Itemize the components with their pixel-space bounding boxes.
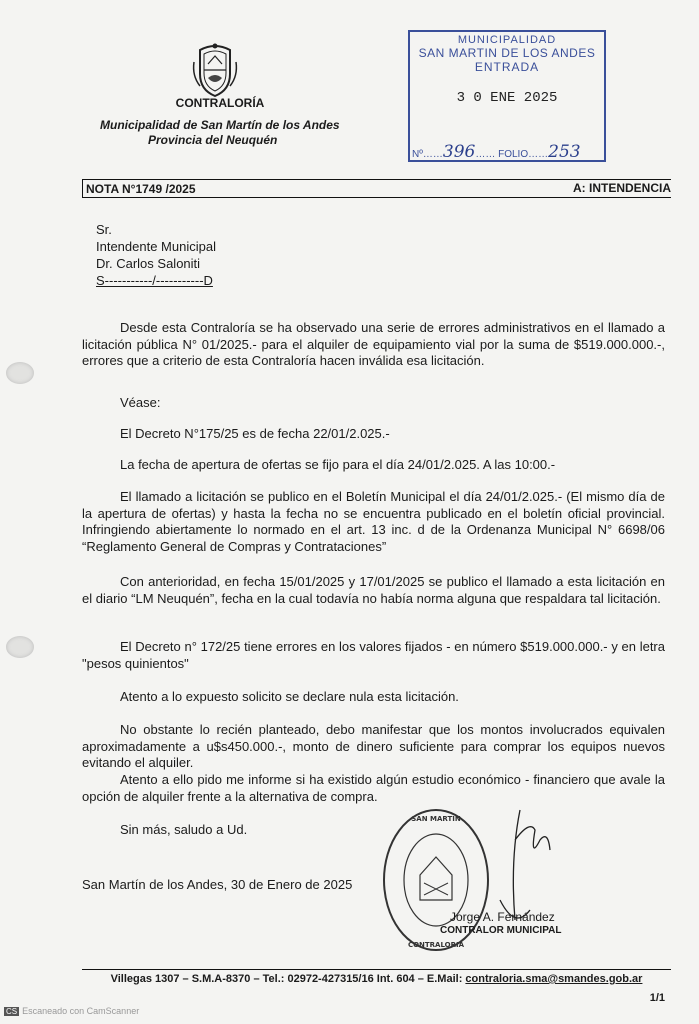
camscanner-icon: CS [6, 1007, 18, 1016]
body-paragraph: No obstante lo recién planteado, debo manifestar que los montos involucrados equivalen aproximadamente a u$s450.000.-, monto de dinero suficiente para comprar los equipos nuevos evitando el alquiler. [82, 722, 665, 770]
coat-of-arms-logo [190, 42, 240, 98]
body-paragraph: Atento a ello pido me informe si ha existido algún estudio económico - financiero que avale la opción de alquiler frente a la alternativa de compra. [82, 772, 665, 804]
footer-email-link[interactable]: contraloria.sma@smandes.gob.ar [465, 973, 643, 985]
body-paragraph: El llamado a licitación se publico en el Boletín Municipal el día 24/01/2.025.- (El mismo día de la apertura de ofertas) y hasta la fecha no se encuentra publicado en el boletín oficial provincial. Infringiendo abiertamente lo normado en el art. 13 inc. d de la Ordenanza Municipal N° 6698/06 “Reglamento General de Compras y Contrataciones” [82, 489, 665, 554]
nota-bar [82, 179, 671, 198]
scanner-watermark [4, 1006, 139, 1016]
stamp-line3: ENTRADA [474, 60, 540, 74]
body-paragraph: Desde esta Contraloría se ha observado una serie de errores administrativos en el llamado a licitación pública N° 01/2025.- para el alquiler de equipamiento vial por la suma de $519.000.000.-, errores que a criterio de esta Contraloría hacen inválida esa licitación. [82, 320, 665, 368]
signer-title: CONTRALOR MUNICIPAL [440, 925, 562, 936]
stamp-folio-value: 253 [548, 142, 581, 162]
entry-stamp [408, 30, 606, 162]
punch-hole [6, 636, 34, 658]
scanner-text: Escaneado con CamScanner [22, 1006, 140, 1016]
footer-contact [82, 969, 671, 985]
addressee-name: Dr. Carlos Saloniti [96, 256, 201, 271]
nota-number: NOTA N°1749 /2025 [86, 182, 196, 196]
svg-text:CONTRALORIA: CONTRALORIA [407, 941, 465, 949]
stamp-line1: MUNICIPALIDAD [457, 34, 557, 46]
stamp-number-row: Nº……396…… FOLIO……253 [412, 142, 581, 162]
body-paragraph: Sin más, saludo a Ud. [120, 822, 248, 837]
body-paragraph: Atento a lo expuesto solicito se declare nula esta licitación. [120, 689, 459, 704]
org-name: CONTRALORÍA [175, 96, 265, 110]
addressee-sd: S-----------/-----------D [96, 273, 213, 288]
nota-recipient: A: INTENDENCIA [573, 181, 671, 195]
signer-name: Jorge A. Fernández [450, 910, 555, 924]
body-paragraph: El Decreto N°175/25 es de fecha 22/01/2.025.- [120, 426, 390, 441]
stamp-folio-label: FOLIO [498, 149, 529, 160]
body-paragraph: El Decreto n° 172/25 tiene errores en los valores fijados - en número $519.000.000.- y en letra "pesos quinientos" [82, 639, 665, 671]
stamp-date: 3 0 ENE 2025 [456, 90, 558, 106]
stamp-no-label: Nº [412, 149, 423, 160]
municipality-name: Municipalidad de San Martín de los Andes [100, 118, 340, 132]
body-paragraph: La fecha de apertura de ofertas se fijo para el día 24/01/2.025. A las 10:00.- [120, 457, 556, 472]
svg-text:SAN MARTIN: SAN MARTIN [411, 815, 461, 823]
body-paragraph: Véase: [120, 395, 161, 410]
punch-hole [6, 362, 34, 384]
addressee-block [96, 221, 216, 289]
footer-address: Villegas 1307 – S.M.A-8370 – Tel.: 02972-427315/16 Int. 604 – E.Mail: [110, 973, 466, 985]
stamp-line2: SAN MARTIN DE LOS ANDES [418, 46, 596, 60]
addressee-sr: Sr. [96, 222, 112, 237]
province-name: Provincia del Neuquén [148, 133, 278, 147]
page-number: 1/1 [649, 992, 665, 1004]
stamp-no-value: 396 [442, 142, 476, 162]
addressee-title: Intendente Municipal [96, 239, 216, 254]
body-paragraph: Con anterioridad, en fecha 15/01/2025 y 17/01/2025 se publico el llamado a esta licitación en el diario “LM Neuquén”, fecha en la cual todavía no había norma alguna que respaldara tal licitación. [82, 574, 665, 606]
place-date: San Martín de los Andes, 30 de Enero de 2025 [82, 877, 353, 892]
